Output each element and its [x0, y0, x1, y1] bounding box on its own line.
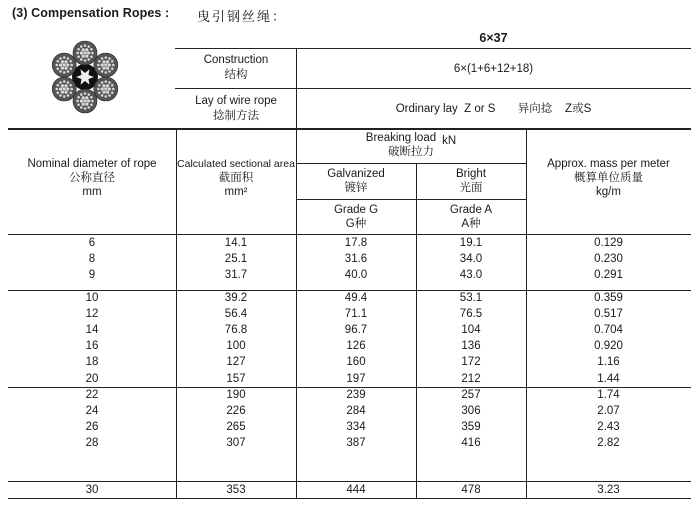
section-cell: 307	[226, 437, 246, 449]
bright-header-en: Bright	[455, 168, 487, 180]
diameter-cell: 6	[88, 237, 96, 249]
spec-mid-rule	[175, 88, 691, 89]
galvanized-cell: 126	[346, 340, 366, 352]
table-row	[0, 354, 700, 370]
diameter-header	[8, 157, 176, 199]
section-cell: 39.2	[224, 292, 248, 304]
section-cell: 100	[226, 340, 246, 352]
galvanized-header-cn: 镀锌	[344, 182, 368, 194]
mass-cell: 3.23	[597, 484, 620, 496]
section-header-cn: 截面积	[218, 172, 254, 184]
diameter-cell: 22	[85, 389, 99, 401]
construction-value: 6×(1+6+12+18)	[453, 63, 534, 75]
breaking-header-unit: kN	[442, 135, 457, 147]
section-cell: 76.8	[224, 324, 248, 336]
lay-value: Ordinary lay Z or S 异向捻 Z或S	[395, 103, 592, 115]
galvanized-cell: 31.6	[344, 253, 368, 265]
mass-cell: 0.230	[594, 253, 623, 265]
section-cell: 157	[226, 373, 246, 385]
bright-cell: 359	[461, 421, 481, 433]
section-heading: (3) Compensation Ropes :	[12, 6, 170, 20]
bright-cell: 257	[461, 389, 481, 401]
section-cell: 265	[226, 421, 246, 433]
mass-cell: 0.291	[594, 269, 623, 281]
table-row	[0, 251, 700, 267]
rope-cross-section-icon	[40, 40, 130, 115]
galvanized-header-en: Galvanized	[327, 168, 385, 180]
mass-cell: 2.82	[597, 437, 620, 449]
diameter-cell: 20	[85, 373, 99, 385]
section-cell: 25.1	[224, 253, 248, 265]
construction-label: Construction	[203, 54, 269, 66]
bright-cell: 76.5	[459, 308, 483, 320]
breaking-header-cn: 破断拉力	[388, 146, 434, 158]
breaking-header	[296, 131, 526, 159]
header-rule-grade	[296, 199, 526, 200]
section-heading-cn: 曳引钢丝绳：	[197, 9, 288, 24]
diameter-header-cn: 公称直径	[69, 172, 115, 184]
grade-g-cn: G种	[345, 218, 367, 230]
bright-cell: 306	[461, 405, 481, 417]
diameter-cell: 10	[85, 292, 99, 304]
section-cell: 127	[226, 356, 246, 368]
bright-cell: 416	[461, 437, 481, 449]
bright-cell: 53.1	[459, 292, 483, 304]
galvanized-cell: 197	[346, 373, 366, 385]
mass-header-en: Approx. mass per meter	[547, 158, 670, 170]
bright-cell: 34.0	[459, 253, 483, 265]
section-cell: 226	[226, 405, 246, 417]
mass-cell: 0.920	[594, 340, 623, 352]
bright-header-cn: 光面	[459, 182, 483, 194]
section-cell: 56.4	[224, 308, 248, 320]
table-row	[0, 235, 700, 251]
galvanized-cell: 284	[346, 405, 366, 417]
bright-cell: 43.0	[459, 269, 483, 281]
diameter-cell: 28	[85, 437, 99, 449]
diameter-cell: 14	[85, 324, 99, 336]
mass-cell: 1.16	[597, 356, 620, 368]
galvanized-cell: 96.7	[344, 324, 368, 336]
rope-type-label: 6×37	[479, 31, 508, 45]
section-cell: 353	[226, 484, 246, 496]
bright-cell: 172	[461, 356, 481, 368]
section-cell: 31.7	[224, 269, 248, 281]
grade-g-en: Grade G	[333, 204, 379, 216]
mass-cell: 0.359	[594, 292, 623, 304]
mass-cell: 2.07	[597, 405, 620, 417]
bright-header	[416, 167, 526, 195]
table-row	[0, 267, 700, 283]
diameter-cell: 24	[85, 405, 99, 417]
table-row	[0, 371, 700, 387]
diameter-cell: 9	[88, 269, 96, 281]
diameter-cell: 8	[88, 253, 96, 265]
breaking-header-en: Breaking load	[365, 132, 437, 144]
mass-cell: 2.43	[597, 421, 620, 433]
lay-label: Lay of wire rope	[195, 95, 277, 107]
diameter-cell: 16	[85, 340, 99, 352]
diameter-header-unit: mm	[82, 186, 102, 198]
galvanized-cell: 334	[346, 421, 366, 433]
galvanized-cell: 71.1	[344, 308, 368, 320]
section-cell: 190	[226, 389, 246, 401]
table-top-rule	[8, 128, 691, 130]
spec-divider	[296, 48, 297, 128]
table-row	[0, 338, 700, 354]
table-row	[0, 290, 700, 306]
table-row	[0, 403, 700, 419]
galvanized-cell: 40.0	[344, 269, 368, 281]
galvanized-cell: 160	[346, 356, 366, 368]
galvanized-cell: 49.4	[344, 292, 368, 304]
grade-a-cn: A种	[461, 218, 481, 230]
mass-header-unit: kg/m	[596, 186, 621, 198]
diameter-cell: 18	[85, 356, 99, 368]
table-row	[0, 419, 700, 435]
bright-cell: 212	[461, 373, 481, 385]
bright-cell: 104	[461, 324, 481, 336]
galvanized-cell: 17.8	[344, 237, 368, 249]
mass-cell: 0.704	[594, 324, 623, 336]
header-rule-breaking	[296, 163, 526, 164]
mass-header	[526, 157, 691, 199]
table-row	[0, 482, 700, 498]
breaking-header-en-line	[296, 131, 526, 145]
spec-top-rule	[175, 48, 691, 49]
diameter-cell: 30	[85, 484, 99, 496]
section-header-en: Calculated sectional area	[177, 158, 295, 170]
mass-cell: 1.74	[597, 389, 620, 401]
mass-cell: 0.517	[594, 308, 623, 320]
diameter-header-en: Nominal diameter of rope	[27, 158, 157, 170]
section-header-unit: mm²	[224, 186, 248, 198]
diameter-cell: 26	[85, 421, 99, 433]
galvanized-cell: 387	[346, 437, 366, 449]
table-row	[0, 322, 700, 338]
galvanized-cell: 444	[346, 484, 366, 496]
bright-cell: 136	[461, 340, 481, 352]
grade-a-header	[416, 203, 526, 231]
lay-label-cn: 捻制方法	[213, 110, 259, 122]
galvanized-cell: 239	[346, 389, 366, 401]
grade-g-header	[296, 203, 416, 231]
galvanized-header	[296, 167, 416, 195]
table-row	[0, 306, 700, 322]
section-cell: 14.1	[224, 237, 248, 249]
table-row	[0, 435, 700, 451]
diameter-cell: 12	[85, 308, 99, 320]
section-header	[176, 157, 296, 199]
mass-header-cn: 概算单位质量	[574, 172, 643, 184]
mass-cell: 0.129	[594, 237, 623, 249]
construction-label-cn: 结构	[224, 69, 248, 81]
mass-cell: 1.44	[597, 373, 620, 385]
grade-a-en: Grade A	[449, 204, 493, 216]
bright-cell: 478	[461, 484, 481, 496]
bright-cell: 19.1	[459, 237, 483, 249]
table-row	[0, 387, 700, 403]
